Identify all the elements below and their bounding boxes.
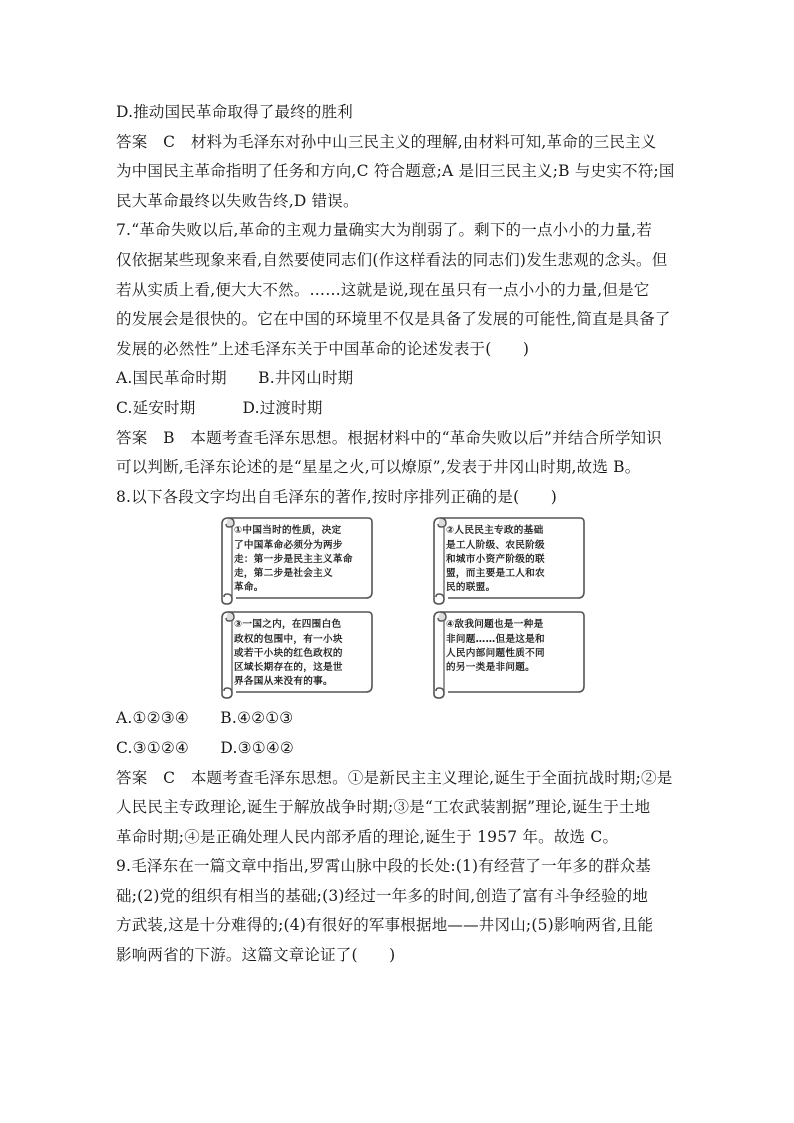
answer-q7-line2: 可以判断,毛泽东论述的是“星星之火,可以燎原”,发表于井冈山时期,故选 B。 <box>116 458 641 477</box>
question-7-line4: 的发展会是很快的。它在中国的环境里不仅是具备了发展的可能性,简直是具备了 <box>116 310 671 329</box>
quote-scroll-2 <box>430 514 586 606</box>
question-7-line1: 7.“革命失败以后,革命的主观力量确实大为削弱了。剩下的一点小小的力量,若 <box>116 221 652 240</box>
quote-text-4: ④敌我问题也是一种是 非问题……但是这是和 人民内部问题性质不同 的另一类是非问题。 <box>446 619 545 673</box>
question-8-stem: 8.以下各段文字均出自毛泽东的著作,按时序排列正确的是( ) <box>116 487 558 506</box>
question-7-line2: 仅依据某些现象来看,自然要使同志们(作这样看法的同志们)发生悲观的念头。但 <box>116 250 668 269</box>
option-d-q6: D.推动国民革命取得了最终的胜利 <box>116 103 354 121</box>
answer-q8-line2: 人民民主专政理论,诞生于解放战争时期;③是“工农武装割据”理论,诞生于土地 <box>116 798 651 817</box>
answer-q8-line1: 答案 C 本题考查毛泽东思想。①是新民主主义理论,诞生于全面抗战时期;②是 <box>116 768 673 787</box>
question-7-line5: 发展的必然性”上述毛泽东关于中国革命的论述发表于( ) <box>116 339 530 358</box>
question-9-line2: 础;(2)党的组织有相当的基础;(3)经过一年多的时间,创造了富有斗争经验的地 <box>116 886 649 905</box>
question-7-line3: 若从实质上看,便大大不然。……这就是说,现在虽只有一点小小的力量,但是它 <box>116 280 650 299</box>
quote-text-1: ①中国当时的性质，决定 了中国革命必须分为两步 走：第一步是民主主义革命 走，第二步是社会主义 革命。 <box>234 525 353 594</box>
question-9-line1: 9.毛泽东在一篇文章中指出,罗霄山脉中段的长处:(1)有经营了一年多的群众基 <box>116 857 651 876</box>
answer-q6-line1: 答案 C 材料为毛泽东对孙中山三民主义的理解,由材料可知,革命的三民主义 <box>116 132 657 151</box>
answer-q6-line2: 为中国民主革命指明了任务和方向,C 符合题意;A 是旧三民主义;B 与史实不符;国 <box>116 162 675 181</box>
answer-q8-line3: 革命时期;④是正确处理人民内部矛盾的理论,诞生于 1957 年。故选 C。 <box>116 827 619 846</box>
question-7-options-ab: A.国民革命时期 B.井冈山时期 <box>116 369 354 388</box>
question-7-options-cd: C.延安时期 D.过渡时期 <box>116 398 323 417</box>
quote-scroll-4 <box>430 608 586 700</box>
answer-q6-line3: 民大革命最终以失败告终,D 错误。 <box>116 191 359 210</box>
quote-scroll-grid <box>116 514 686 700</box>
question-9-line4: 影响两省的下游。这篇文章论证了( ) <box>116 946 396 965</box>
quote-text-2: ②人民民主专政的基础 是工人阶级、农民阶级 和城市小资产阶级的联 盟，而主要是工人和农 民的联盟。 <box>446 525 545 594</box>
answer-q7-line1: 答案 B 本题考查毛泽东思想。根据材料中的“革命失败以后”并结合所学知识 <box>116 428 662 447</box>
quote-scroll-3 <box>218 608 374 700</box>
document-body <box>116 98 686 971</box>
question-8-options-cd: C.③①②④ D.③①④② <box>116 738 295 757</box>
question-8-options-ab: A.①②③④ B.④②①③ <box>116 709 294 728</box>
question-9-line3: 方武装,这是十分难得的;(4)有很好的军事根据地——井冈山;(5)影响两省,且能 <box>116 916 654 935</box>
quote-text-3: ③一国之内，在四围白色 政权的包围中，有一小块 或若干小块的红色政权的 区域长期存在的，这是世 界各国从来没有的事。 <box>234 619 343 688</box>
quote-scroll-1 <box>218 514 374 606</box>
